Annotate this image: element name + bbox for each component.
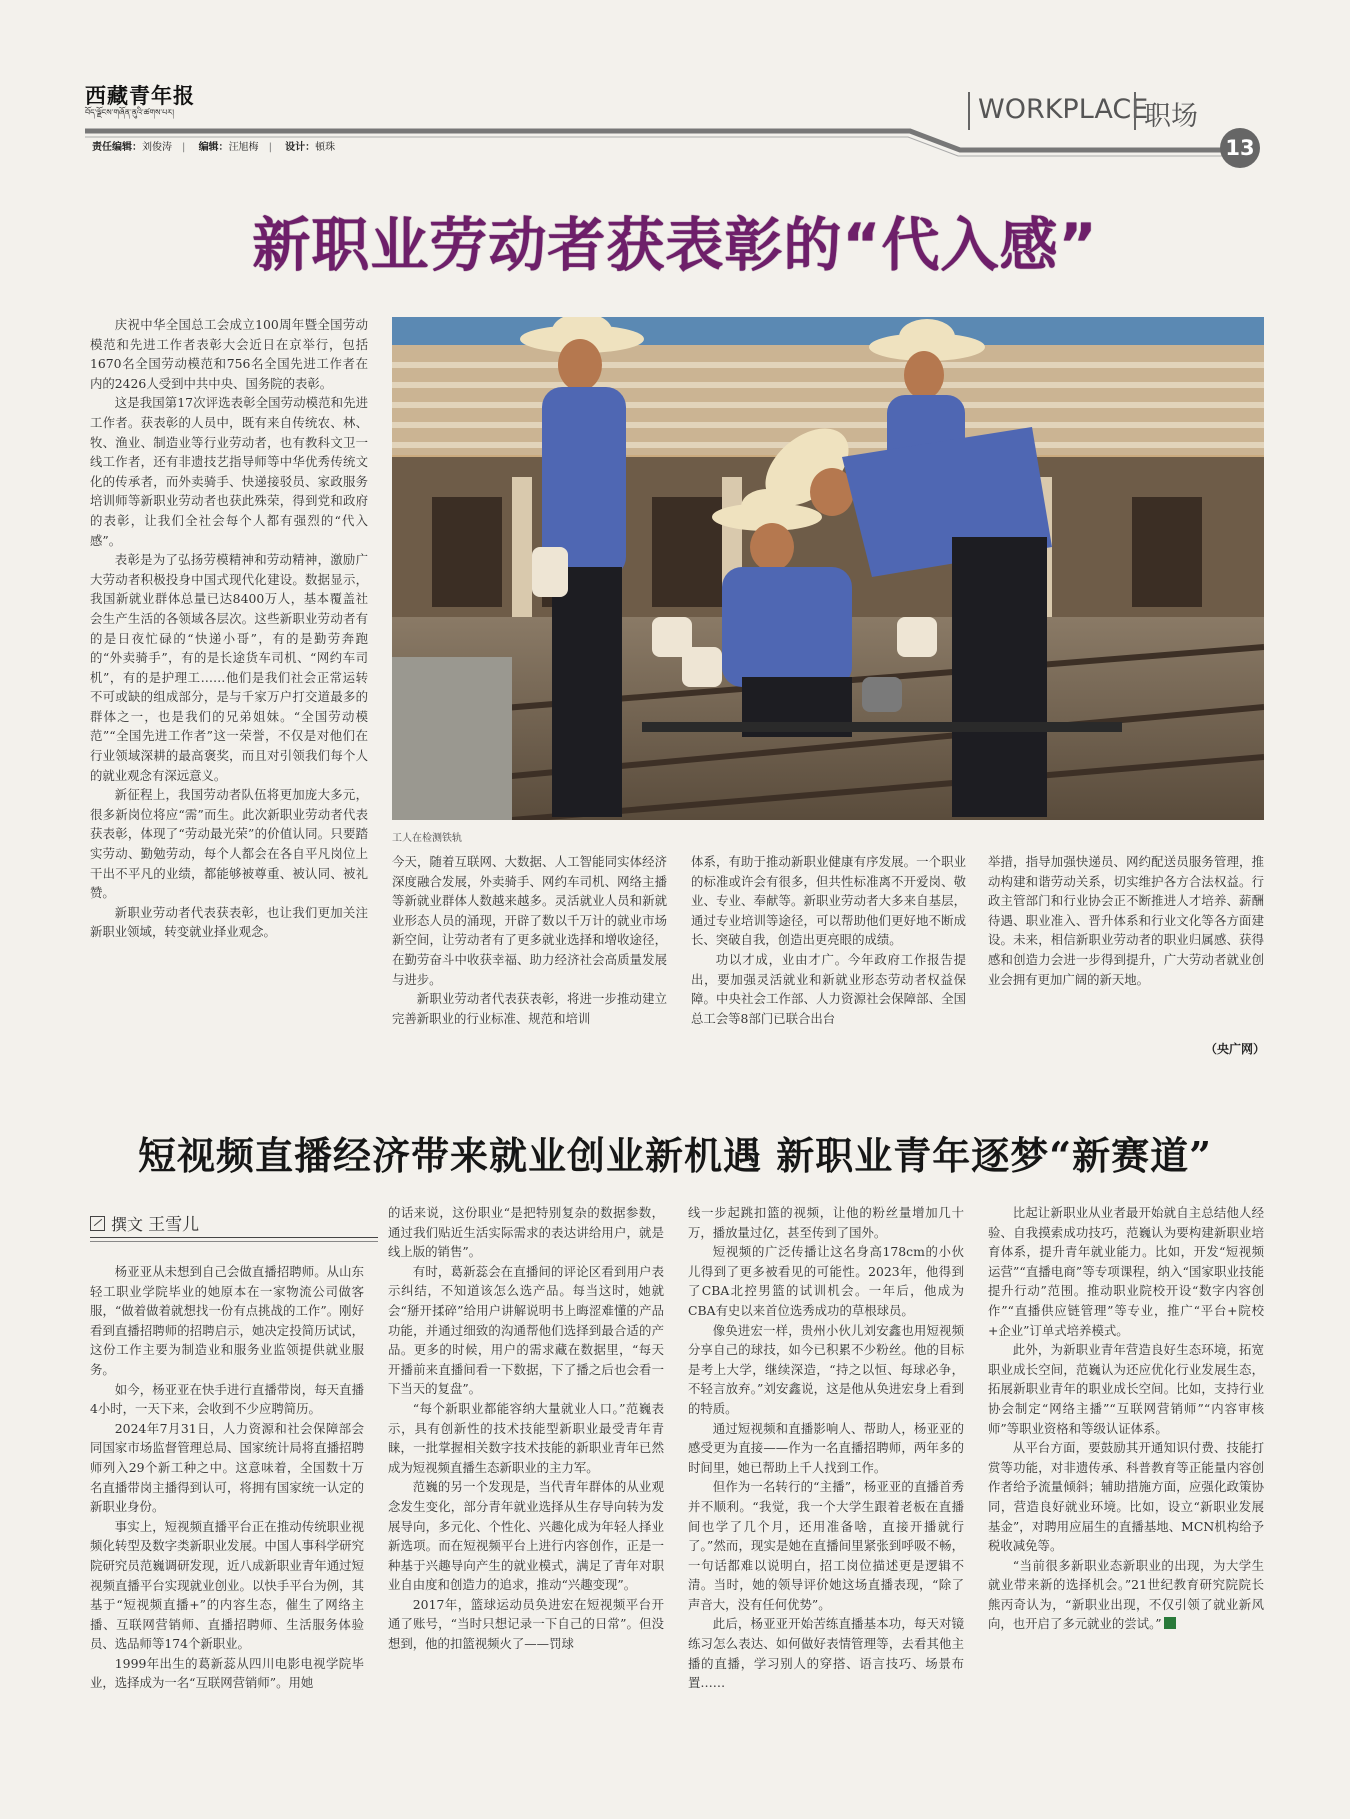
paragraph: 此后，杨亚亚开始苦练直播基本功，每天对镜练习怎么表达、如何做好表情管理等，去看其他主播的直播，学习别人的穿搭、语言技巧、场景布置…… [688, 1616, 964, 1691]
credit-value: 汪旭梅 [228, 142, 259, 153]
credit-label: 编辑： [198, 142, 229, 153]
credit-value: 頓珠 [315, 142, 336, 153]
paragraph: 的话来说，这份职业“是把特别复杂的数据参数，通过我们贴近生活实际需求的表达讲给用户，就是线上版的销售”。 [388, 1205, 664, 1260]
paragraph: 事实上，短视频直播平台正在推动传统职业视频化转型及数字类新职业发展。中国人事科学研究院研究员范巍调研发现，近八成新职业青年通过短视频直播平台实现就业创业。以快手平台为例，其基于“短视频直播+”的内容生态，催生了网络主播、互联网营销师、直播招聘师、生活服务体验员、选品师等174个新职业。 [90, 1518, 364, 1652]
workers-railway-photo [392, 317, 1264, 820]
paragraph [988, 1556, 1264, 1634]
article1-source: （央广网） [1205, 1042, 1266, 1056]
paper-logo: 西藏青年报 [85, 83, 195, 108]
section-title-zh: 职场 [1144, 101, 1198, 132]
paragraph: 2017年，篮球运动员奂进宏在短视频平台开通了账号，“当时只想记录一下自己的日常”。但没想到，他的扣篮视频火了——罚球 [388, 1596, 664, 1652]
pen-icon [90, 1216, 105, 1231]
paragraph: 杨亚亚从未想到自己会做直播招聘师。从山东轻工职业学院毕业的她原本在一家物流公司做客服，“做着做着就想找一份有点挑战的工作”。刚好看到直播招聘师的招聘启示，她决定投简历试试，这份工作主要为制造业和服务业监领提供就业服务。 [90, 1264, 364, 1377]
end-mark-icon [1164, 1617, 1176, 1629]
byline-label: 撰文 [111, 1215, 144, 1234]
paragraph: “每个新职业都能容纳大量就业人口。”范巍表示，具有创新性的技术技能型新职业最受青年青睐，一批掌握相关数字技术技能的新职业青年已然成为短视频直播生态新职业的主力军。 [388, 1400, 664, 1475]
paragraph: 表彰是为了弘扬劳模精神和劳动精神，激励广大劳动者积极投身中国式现代化建设。数据显示，我国新就业群体总量已达8400万人，基本覆盖社会生产生活的各领域各层次。这些新职业劳动者有的是日夜忙碌的“快递小哥”，有的是勤劳奔跑的“外卖骑手”，有的是长途货车司机、“网约车司机”，有的是护理工……他们是我们社会正常运转不可或缺的组成部分，是与千家万户打交道最多的群体之一，也是我们的兄弟姐妹。“全国劳动模范”“全国先进工作者”这一荣誉，不仅是对他们在行业领域深耕的最高褒奖，而且对引领我们每个人的就业观念有深远意义。 [90, 552, 368, 783]
credit-label: 责任编辑： [92, 142, 142, 153]
paragraph: 如今，杨亚亚在快手进行直播带岗，每天直播4小时，一天下来，会收到不少应聘简历。 [90, 1381, 364, 1417]
article2-column-4 [988, 1203, 1264, 1634]
paragraph: 此外，为新职业青年营造良好生态环境，拓宽职业成长空间，范巍认为还应优化行业发展生态，拓展新职业青年的职业成长空间。比如，支持行业协会制定“网络主播”“互联网营销师”“内容审核师”等职业资格和等级认证体系。 [988, 1342, 1264, 1436]
paragraph: 体系，有助于推动新职业健康有序发展。一个职业的标准或许会有很多，但共性标准离不开爱岗、敬业、专业、奉献等。新职业劳动者大多来自基层，通过专业培训等途径，可以帮助他们更好地不断成长、突破自我，创造出更亮眼的成绩。 [691, 854, 966, 948]
paragraph: 范巍的另一个发现是，当代青年群体的从业观念发生变化，部分青年就业选择从生存导向转为发展导向，多元化、个性化、兴趣化成为年轻人择业新选项。而在短视频平台上进行内容创作，正是一种基于兴趣导向产生的就业模式，满足了青年对职业自由度和创造力的追求，推动“兴趣变现”。 [388, 1479, 664, 1593]
paragraph: 短视频的广泛传播让这名身高178cm的小伙儿得到了更多被看见的可能性。2023年，他得到了CBA北控男篮的试训机会。一年后，他成为CBA有史以来首位选秀成功的草根球员。 [688, 1244, 964, 1318]
article1-column-2 [392, 852, 667, 1028]
photo-caption: 工人在检测铁轨 [392, 833, 462, 844]
paragraph: 像奂进宏一样，贵州小伙儿刘安鑫也用短视频分享自己的球技，如今已积累不少粉丝。他的目标是考上大学，继续深造，“持之以恒、每球必争，不轻言放弃。”刘安鑫说，这是他从奂进宏身上看到的特质。 [688, 1322, 964, 1416]
paragraph: 比起让新职业从业者最开始就自主总结他人经验、自我摸索成功技巧，范巍认为要构建新职业培育体系，提升青年就业能力。比如，开发“短视频运营”“直播电商”等专项课程，纳入“国家职业技能提升行动”范围。推动职业院校开设“数字内容创作”“直播供应链管理”等专业，推广“平台+院校+企业”订单式培养模式。 [988, 1205, 1264, 1338]
paragraph-text: “当前很多新职业态新职业的出现，为大学生就业带来新的选择机会。”21世纪教育研究院院长熊丙奇认为，“新职业出现，不仅引领了就业新风向，也开启了多元就业的尝试。” [988, 1557, 1264, 1632]
article2-column-1 [90, 1262, 364, 1693]
article1-column-3 [691, 852, 966, 1028]
paragraph: 从平台方面，要鼓励其开通知识付费、技能打赏等功能，对非遗传承、科普教育等正能量内容创作者给予流量倾斜；辅助措施方面，应强化政策协同，营造良好就业环境。比如，设立“新职业发展基金”，对聘用应届生的直播基地、MCN机构给予税收减免等。 [988, 1440, 1264, 1554]
article1-headline: 新职业劳动者获表彰的“代入感” [252, 211, 1098, 279]
section-divider [1134, 92, 1136, 130]
byline-rule [90, 1237, 378, 1238]
paper-logo-tibetan: བོད་ལྗོངས་གཞོན་ནུའི་ཚགས་པར། [85, 108, 174, 117]
paragraph: 这是我国第17次评选表彰全国劳动模范和先进工作者。获表彰的人员中，既有来自传统农、林、牧、渔业、制造业等行业劳动者，也有教科文卫一线工作者，还有非遗技艺指导师等中华优秀传统文化的传承者，而外卖骑手、快递接驳员、家政服务培训师等新职业劳动者也获此殊荣，得到党和政府的表彰，让我们全社会每个人都有强烈的“代入感”。 [90, 395, 368, 548]
article2-column-2 [388, 1203, 664, 1654]
header-rule [0, 0, 1350, 180]
section-divider [968, 92, 970, 130]
page-number-badge: 13 [1220, 128, 1260, 168]
paragraph: 新征程上，我国劳动者队伍将更加庞大多元，很多新岗位将应“需”而生。此次新职业劳动者代表获表彰，体现了“劳动最光荣”的价值认同。只要踏实劳动、勤勉劳动，每个人都会在各自平凡岗位上干出不平凡的业绩，都能够被尊重、被认同、被礼赞。 [90, 787, 368, 901]
paragraph: 今天，随着互联网、大数据、人工智能同实体经济深度融合发展，外卖骑手、网约车司机、网络主播等新就业群体人数越来越多。灵活就业人员和新就业形态人员的涌现，开辟了数以千万计的就业市场新空间，让劳动者有了更多就业选择和增收途径，在勤劳奋斗中收获幸福、助力经济社会高质量发展与进步。 [392, 854, 667, 987]
paragraph: 庆祝中华全国总工会成立100周年暨全国劳动模范和先进工作者表彰大会近日在京举行，包括1670名全国劳动模范和756名全国先进工作者在内的2426人受到中共中央、国务院的表彰。 [90, 317, 368, 391]
paragraph: 功以才成，业由才广。今年政府工作报告提出，要加强灵活就业和新就业形态劳动者权益保障。中央社会工作部、人力资源社会保障部、全国总工会等8部门已联合出台 [691, 951, 966, 1026]
paragraph: 新职业劳动者代表获表彰，也让我们更加关注新职业领域，转变就业择业观念。 [90, 904, 368, 940]
paragraph: 1999年出生的葛新蕊从四川电影电视学院毕业，选择成为一名“互联网营销师”。用她 [90, 1655, 364, 1691]
editor-credits: 责任编辑：刘俊涛 | 编辑：汪旭梅 | 设计：頓珠 [92, 142, 336, 153]
paragraph: 2024年7月31日，人力资源和社会保障部会同国家市场监督管理总局、国家统计局将直播招聘师列入29个新工种之中。这意味着，全国数十万名直播带岗主播得到认可，将拥有国家统一认定的新职业身份。 [90, 1420, 364, 1515]
credit-label: 设计： [285, 142, 316, 153]
paragraph: 线一步起跳扣篮的视频，让他的粉丝量增加几十万，播放量过亿，甚至传到了国外。 [688, 1205, 964, 1240]
article1-column-1 [90, 315, 368, 942]
credit-value: 刘俊涛 [142, 142, 172, 153]
paragraph: 但作为一名转行的“主播”，杨亚亚的直播首秀并不顺利。“我觉，我一个大学生跟着老板在直播间也学了几个月，还用准备啥，直接开播就行了。”然而，现实是她在直播间里紧张到呼吸不畅，一句话都难以说明白，招工岗位描述更是逻辑不清。当时，她的领导评价她这场直播表现，“除了声音大，没有任何优势”。 [688, 1479, 964, 1612]
byline [90, 1210, 199, 1235]
byline-rule [90, 1241, 378, 1242]
article2-headline: 短视频直播经济带来就业创业新机遇 新职业青年逐梦“新赛道” [138, 1133, 1212, 1178]
byline-author: 王雪儿 [148, 1215, 200, 1235]
article2-column-3 [688, 1203, 964, 1693]
paragraph: 新职业劳动者代表获表彰，将进一步推动建立完善新职业的行业标准、规范和培训 [392, 991, 667, 1026]
article1-column-4 [988, 852, 1264, 989]
paragraph: 通过短视频和直播影响人、帮助人，杨亚亚的感受更为直接——作为一名直播招聘师，两年多的时间里，她已帮助上千人找到工作。 [688, 1420, 964, 1475]
paragraph: 举措，指导加强快递员、网约配送员服务管理，推动构建和谐劳动关系，切实维护各方合法权益。行政主管部门和行业协会正不断推进人才培养、薪酬待遇、职业准入、晋升体系和行业文化等各方面建设。未来，相信新职业劳动者的职业归属感、获得感和创造力会进一步得到提升，广大劳动者就业创业会拥有更加广阔的新天地。 [988, 854, 1264, 987]
section-title-en: WORKPLACE [978, 94, 1149, 125]
paragraph: 有时，葛新蕊会在直播间的评论区看到用户表示纠结，不知道该怎么选产品。每当这时，她就会“掰开揉碎”给用户讲解说明书上晦涩难懂的产品功能，并通过细致的沟通帮他们选择到最合适的产品。更多的时候，用户的需求藏在数据里，“每天开播前来直播间看一下数据，下了播之后也会看一下当天的复盘”。 [388, 1263, 664, 1397]
